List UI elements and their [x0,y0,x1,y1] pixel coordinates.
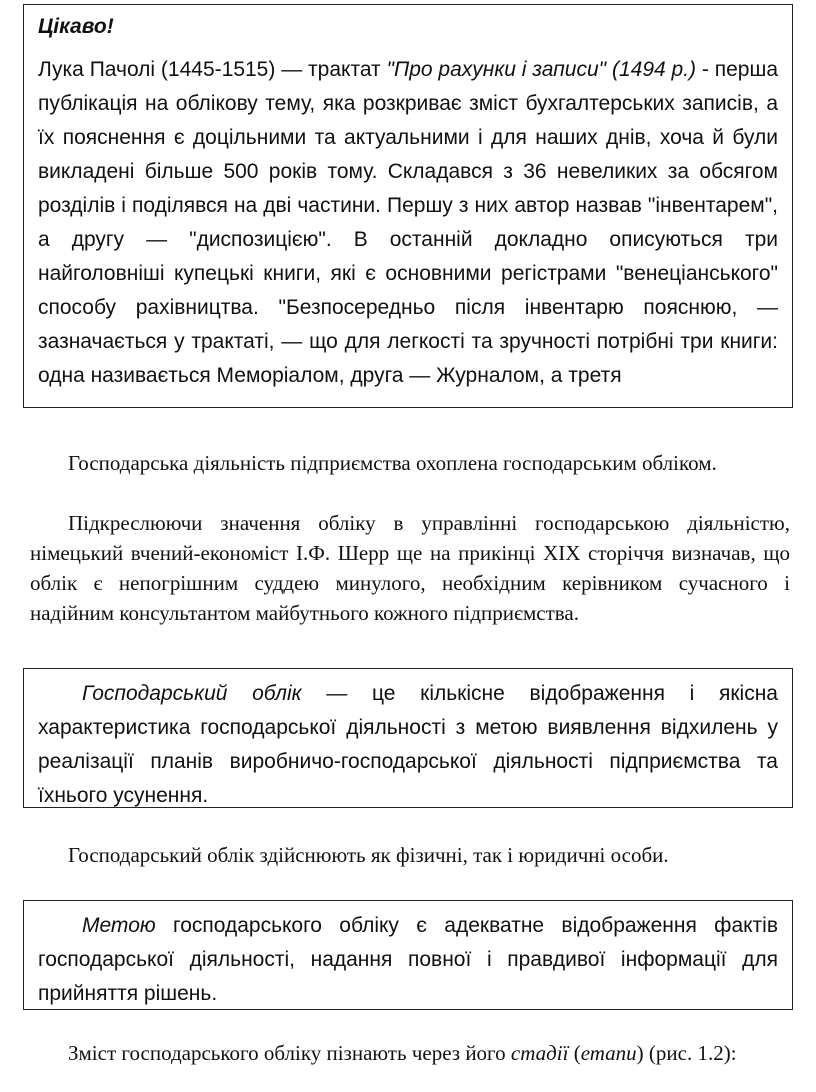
pacioli-text [38,53,778,393]
phases-word: етапи [580,1041,637,1065]
stages-open-paren: ( [568,1041,581,1065]
paragraph-scherr-quote: Підкреслюючи значення обліку в управлінні господарською діяльністю, німецький вчений-економіст І.Ф. Шерр ще на прикінці XIX сторіччя визначав, що облік є непогрішним суддею минулого, необхідним керівником сучасного і надійним консультантом майбутнього кожного підприємства. [30,511,790,625]
treatise-title: "Про рахунки і записи" (1494 р.) [386,58,697,81]
purpose-body: господарського обліку є адекватне відображення фактів господарської діяльності, надання повної і правдивої інформації для прийняття рішень. [38,914,778,1005]
stages-word: стадії [510,1041,569,1065]
stages-intro: Зміст господарського обліку пізнають через його [68,1041,511,1065]
purpose-text [38,909,778,1010]
paragraph-stages [30,1038,790,1068]
paragraph-economic-activity: Господарська діяльність підприємства охоплена господарським обліком. [68,451,717,475]
purpose-term: Метою [82,914,156,937]
author-intro: Лука Пачолі (1445-1515) — трактат [38,58,387,81]
definition-box [23,668,793,808]
paragraph-who-keeps-accounts: Господарський облік здійснюють як фізичні, так і юридичні особи. [68,843,669,867]
definition-body: — це кількісне відображення і якісна характеристика господарської діяльності з метою виявлення відхилень у реалізації планів виробничо-господарської діяльності підприємства та їхнього усунення. [38,682,778,807]
box-title: Цікаво! [38,15,114,38]
definition-text [38,677,778,808]
stages-tail: ) (рис. 1.2): [636,1041,737,1065]
purpose-box [23,900,793,1010]
pacioli-body: - перша публікація на облікову тему, яка розкриває зміст бухгалтерських записів, а їх пояснення є доцільними та актуальними і для наших днів, хоча й були викладені більше 500 років тому. Складався з 36 невеликих за обсягом розділів і поділявся на дві частини. Першу з них автор назвав "інвентарем", а другу — "диспозицією". В останній докладно описуються три найголовніші купецькі книги, які є основними регістрами "венеціанського" способу рахівництва. "Безпосередньо після інвентарю пояснюю, — зазначається у трактаті, — що для легкості та зручності потрібні три книги: одна називається Меморіалом, друга — Журналом, а третя [38,58,778,387]
definition-term: Господарський облік [82,682,302,705]
interesting-fact-box [23,4,793,408]
